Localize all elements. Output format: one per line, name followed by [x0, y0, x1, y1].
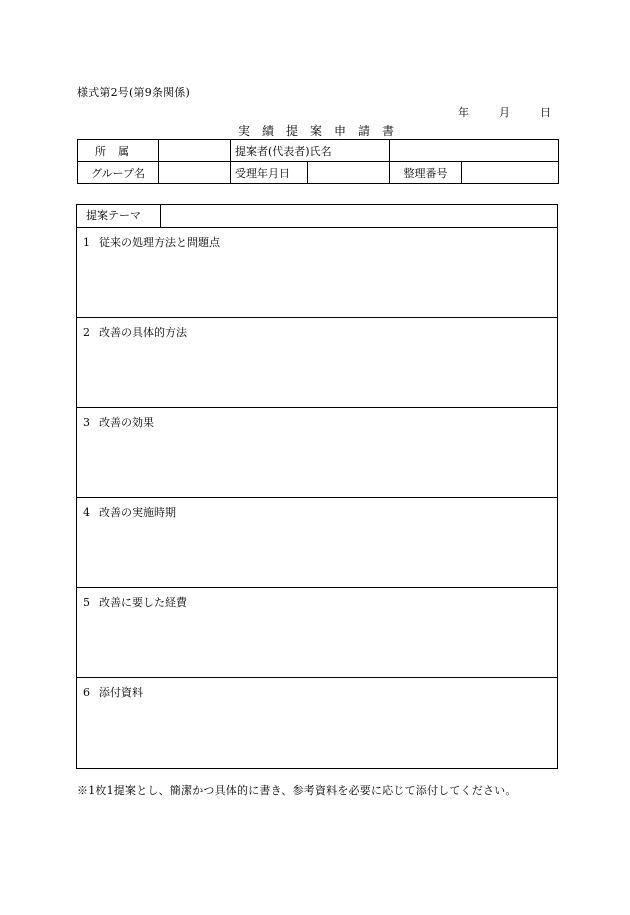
section-number: 5: [83, 596, 90, 609]
group-name-field[interactable]: [159, 162, 231, 184]
proposal-box: [76, 204, 558, 769]
applicant-info-table: [77, 139, 559, 184]
day-label: 日: [540, 106, 551, 119]
section-number: 4: [83, 506, 90, 519]
section-label: 添付資料: [99, 686, 143, 699]
date-line: [458, 104, 551, 120]
affiliation-field[interactable]: [159, 140, 231, 162]
proposer-name-field[interactable]: [390, 140, 559, 162]
section-label: 改善の実施時期: [99, 506, 176, 519]
year-label: 年: [458, 106, 469, 119]
section-current-method[interactable]: [77, 228, 557, 318]
info-row-1: [78, 140, 559, 162]
section-attachments[interactable]: [77, 678, 557, 768]
group-name-label: グループ名: [78, 162, 159, 184]
section-label: 改善に要した経費: [99, 596, 187, 609]
info-row-2: [78, 162, 559, 184]
form-number-label: 様式第2号(第9条関係): [77, 86, 190, 99]
month-label: 月: [499, 106, 510, 119]
section-improvement-effect[interactable]: [77, 408, 557, 498]
section-number: 6: [83, 686, 90, 699]
section-number: 1: [83, 236, 90, 249]
section-label: 従来の処理方法と問題点: [99, 236, 220, 249]
section-number: 3: [83, 416, 90, 429]
affiliation-label: 所属: [78, 140, 159, 162]
section-number: 2: [83, 326, 90, 339]
section-improvement-cost[interactable]: [77, 588, 557, 678]
received-date-field[interactable]: [308, 162, 390, 184]
received-date-label: 受理年月日: [231, 162, 308, 184]
theme-row: [77, 205, 557, 228]
theme-field[interactable]: [161, 205, 557, 227]
theme-label: 提案テーマ: [77, 205, 161, 227]
section-improvement-method[interactable]: [77, 318, 557, 408]
document-title: 実績提案申請書: [238, 124, 407, 138]
reference-number-field[interactable]: [462, 162, 559, 184]
reference-number-label: 整理番号: [390, 162, 462, 184]
proposer-name-label: 提案者(代表者)氏名: [231, 140, 390, 162]
section-label: 改善の具体的方法: [99, 326, 187, 339]
section-label: 改善の効果: [99, 416, 154, 429]
section-implementation-period[interactable]: [77, 498, 557, 588]
footnote: ※1枚1提案とし、簡潔かつ具体的に書き、参考資料を必要に応じて添付してください。: [77, 784, 517, 797]
